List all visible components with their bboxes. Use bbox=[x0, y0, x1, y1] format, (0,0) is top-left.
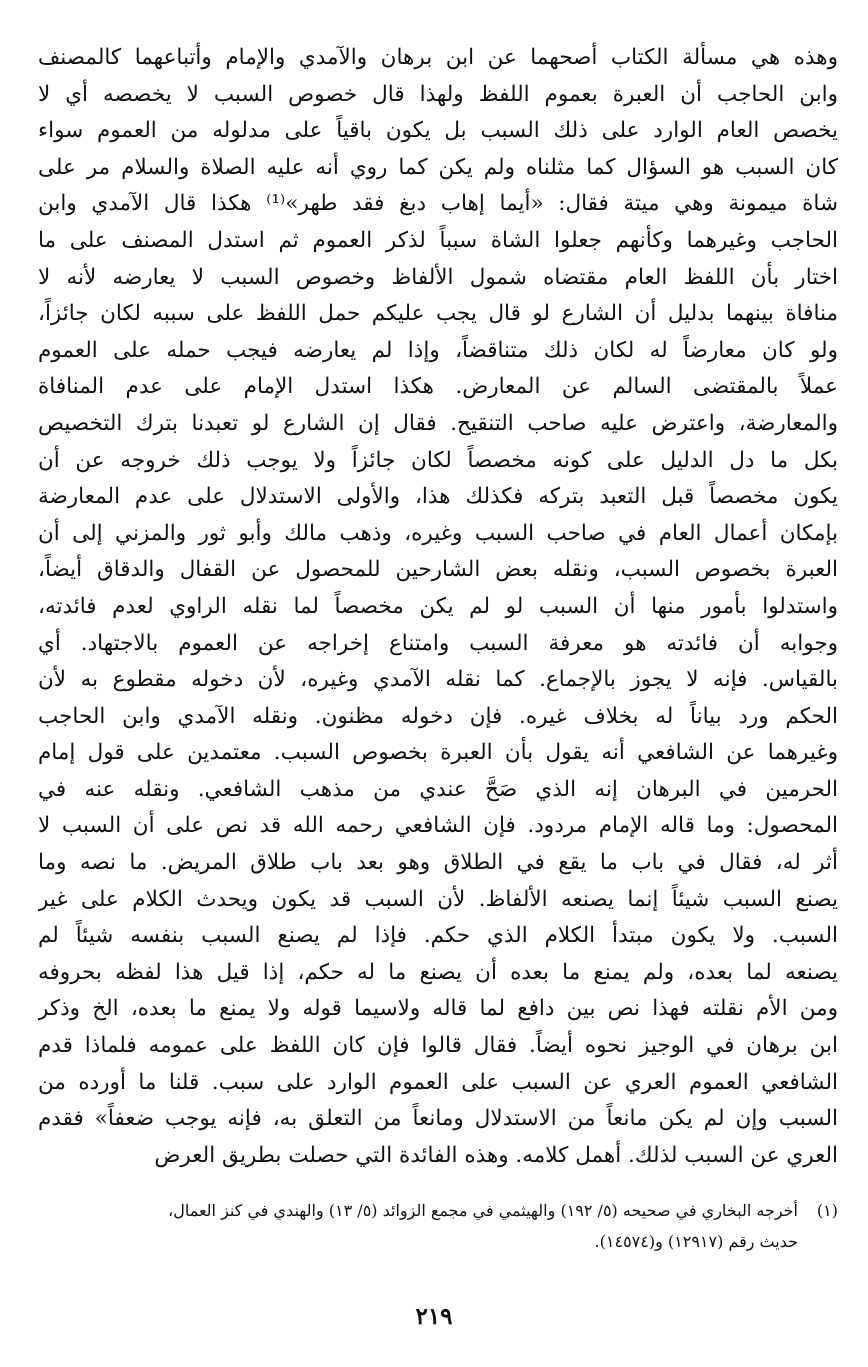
text-line: ابن برهان في الوجيز نحوه أيضاً. فقال قالوا فإن كان اللفظ على عمومه فلماذا قدم bbox=[38, 1033, 838, 1059]
text-line: ومن الأم نقلته فهذا نص بين دافع لما قاله ولاسيما قوله ولا يمنع ما بعده، الخ وذكر bbox=[38, 996, 838, 1022]
text-line: وهذه هي مسألة الكتاب أصحهما عن ابن برهان والآمدي والإمام وأتباعهما كالمصنف bbox=[38, 45, 838, 70]
text-line: بإمكان أعمال العام في صاحب السبب وغيره، وذهب مالك وأبو ثور والمزني إلى أن bbox=[38, 520, 838, 546]
text-line: وجوابه أن فائدته هو معرفة السبب وامتناع إخراجه عن العموم بالاجتهاد. أي bbox=[38, 630, 838, 656]
text-line: العبرة بخصوص السبب، ونقله بعض الشارحين للمحصول عن القفال والدقاق أيضاً، bbox=[38, 557, 838, 583]
text-line: منافاة بينهما بدليل أن الشارع لو قال يجب عليكم حمل اللفظ على سببه لكان جائزاً، bbox=[38, 301, 838, 327]
text-line: شاة ميمونة وهي ميتة فقال: «أيما إهاب دبغ فقد طهر»⁽¹⁾ هكذا قال الآمدي وابن bbox=[38, 191, 838, 217]
text-line: الحرمين في البرهان إنه الذي صَحَّ عندي من مذهب الشافعي. ونقله عنه في bbox=[38, 776, 838, 802]
text-line: المحصول: وما قاله الإمام مردود. فإن الشافعي رحمه الله قد نص على أن السبب لا bbox=[38, 813, 838, 839]
main-text-block bbox=[38, 40, 838, 1174]
text-line: واستدلوا بأمور منها أن السبب لو لم يكن مخصصاً لما نقله الراوي لعدم فائدته، bbox=[38, 593, 838, 619]
footnote-line bbox=[38, 1195, 838, 1226]
text-line: السبب وإن لم يكن مانعاً من الاستدلال ومانعاً من التعلق به، فإنه يوجب ضعفاً» فقدم bbox=[38, 1106, 838, 1132]
text-line: أثر له، فقال في باب ما يقع في الطلاق وهو بعد باب طلاق المريض. ما نصه وما bbox=[38, 850, 838, 876]
text-line: بالقياس. فإنه لا يجوز بالإجماع. كما نقله الآمدي وغيره، لأن دخوله مقطوع به لأن bbox=[38, 667, 838, 693]
text-line: العري عن السبب لذلك. أهمل كلامه. وهذه الفائدة التي حصلت بطريق العرض bbox=[154, 1142, 838, 1168]
text-line: وغيرهما عن الشافعي أنه يقول بأن العبرة بخصوص السبب. معتمدين على قول إمام bbox=[38, 740, 838, 766]
text-line: الشافعي العموم العري عن السبب على العموم الوارد على سبب. قلنا ما أورده من bbox=[38, 1069, 838, 1095]
text-line: ولو كان معارضاً له لكان ذلك متناقضاً، وإذا لم يعارضه فيجب حمله على العموم bbox=[38, 337, 838, 363]
text-line: يخصص العام الوارد على ذلك السبب بل يكون باقياً على مدلوله من العموم سواء bbox=[38, 118, 838, 144]
text-line: يصنع السبب شيئاً إنما يصنعه الألفاظ. لأن السبب قد يكون ويحدث الكلام على غير bbox=[38, 886, 838, 912]
footnote-text: أخرجه البخاري في صحيحه (٥/ ١٩٢) والهيثمي في مجمع الزوائد (٥/ ١٣) والهندي في كنز العمال، bbox=[168, 1201, 798, 1220]
text-line: السبب. ولا يكون مبتدأ الكلام الذي حكم. فإذا لم يصنع السبب بنفسه شيئاً لم bbox=[38, 923, 838, 949]
text-line: اختار بأن اللفظ العام مقتضاه شمول الألفاظ وخصوص السبب لا يعارضه لأنه لا bbox=[38, 264, 838, 290]
text-line: كان السبب هو السؤال كما مثلناه ولم يكن كما روي أنه عليه الصلاة والسلام مر على bbox=[38, 154, 838, 180]
text-line: الحكم ورد بياناً له بخلاف غيره. فإن دخوله مظنون. ونقله الآمدي وابن الحاجب bbox=[38, 703, 838, 729]
text-line: والمعارضة، واعترض عليه صاحب التنقيح. فقال إن الشارع لو تعبدنا بترك التخصيص bbox=[38, 410, 838, 436]
footnote-marker: (١) bbox=[816, 1201, 838, 1220]
page-number: ٢١٩ bbox=[415, 1303, 453, 1330]
footnote-line: حديث رقم (١٢٩١٧) و(١٤٥٧٤). bbox=[594, 1232, 798, 1251]
footnote bbox=[38, 1195, 838, 1257]
text-line: يصنعه لما بعده، ولم يمنع ما بعده أن يصنع ما له حكم، إذا قيل هذا لفظه بحروفه bbox=[38, 959, 838, 985]
text-line: الحاجب وغيرهما وكأنهم جعلوا الشاة سبباً لذكر العموم ثم استدل المصنف على ما bbox=[38, 227, 838, 253]
text-line: يكون مخصصاً قبل التعبد بتركه فكذلك هذا، والأولى الاستدلال على عدم المعارضة bbox=[38, 484, 838, 510]
text-line: وابن الحاجب أن العبرة بعموم اللفظ ولهذا قال خصوص السبب لا يخصصه أي لا bbox=[38, 81, 838, 107]
text-line: بكل ما دل الدليل على كونه مخصصاً لكان جائزاً ولا يوجب ذلك خروجه عن أن bbox=[38, 447, 838, 473]
text-line: عملاً بالمقتضى السالم عن المعارض. هكذا استدل الإمام على عدم المنافاة bbox=[38, 374, 838, 400]
